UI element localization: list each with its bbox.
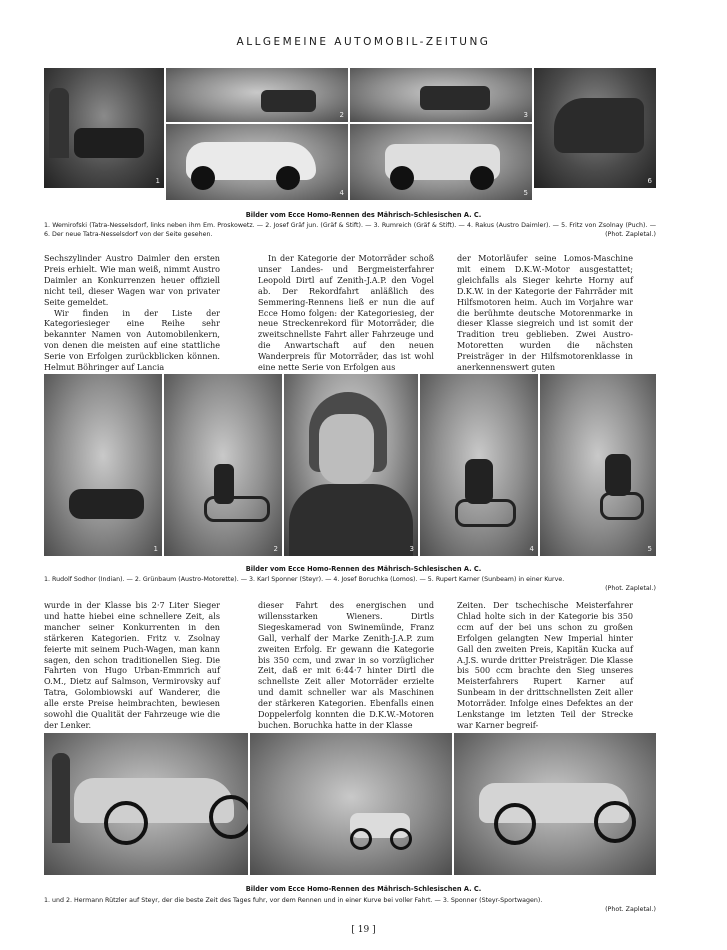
caption-1-text: 1. Wemirofski (Tatra-Nesselsdorf, links neben ihm Em. Proskowetz. — 2. Josef Gräf jun. (Gräf & Stift). — 3. Rumreich (Gräf & Stift). — 4. Rakus (Austro Daimler). — 5. Fritz von Zsolnay (Puch). — 6. Der neue Tatra-Nesselsdorf von der Seite gesehen.: [44, 222, 656, 238]
caption-3: [44, 896, 656, 914]
text-column-6: [457, 600, 633, 731]
photo-ruetzler-curve: [250, 733, 452, 875]
paragraph: der Motorläufer seine Lomos-Maschine mit einem D.K.W.-Motor ausgestattet; gleichfalls als Sieger kehrte Horny auf D.K.W. in der Kategorie der Fahrräder mit Hilfsmotoren heim. Auch im Vorjahre war die berühmte deutsche Motorenmarke in dieser Klasse siegreich und ist somit der Tradition treu geblieben. Zwei Austro-Motoretten wurden die nächsten Preisträger in der Hilfsmotorenklasse in anerkennenswert guten: [457, 253, 633, 373]
photo-credit-1: (Phot. Zapletal.): [605, 231, 656, 238]
paragraph: Zeiten. Der tschechische Meisterfahrer Chlad holte sich in der Kategorie bis 350 ccm auf der bei uns schon zu großen Erfolgen gelangten New Imperial hinter Gall den zweiten Preis, Kapitän Kucka auf A.J.S. wurde dritter Preisträger. Die Klasse bis 500 ccm brachte den Sieg unseres Meisterfahrers Rupert Karner auf Sunbeam in der drittschnellsten Zeit aller Motorräder. Infolge eines Defektes an der Lenkstange im letzten Teil der Strecke war Karner begreif-: [457, 600, 633, 730]
photo-gruenbaum: 2: [164, 374, 282, 556]
caption-title-2: Bilder vom Ecce Homo-Rennen des Mährisch-Schlesischen A. C.: [245, 565, 482, 573]
photo-rakus: 4: [166, 124, 348, 200]
photo-graef-jun: 2: [166, 68, 348, 122]
text-column-2: [258, 253, 434, 373]
paragraph: In der Kategorie der Motorräder schoß unser Landes- und Bergmeisterfahrer Leopold Dirtl auf Zenith-J.A.P. den Vogel ab. Der Rekordfahrt anläßlich des Semmering-Rennens ließ er nun die auf Ecce Homo folgen: der Kategoriesieg, der neue Streckenrekord für Motorräder, die zweitschnellste Fahrt aller Fahrzeuge und die Anwartschaft auf den neuen Wanderpreis für Motorräder, das ist wohl eine nette Serie von Erfolgen aus: [258, 253, 434, 373]
photo-tatra-side: 6: [534, 68, 656, 188]
text-column-3: [457, 253, 633, 373]
photo-ruetzler-before-race: [44, 733, 248, 875]
paragraph: Wir finden in der Liste der Kategoriesieger eine Reihe sehr bekannter Namen von Automobilenkern, von denen die meisten auf eine stattliche Serie von Erfolgen zurückblicken können. Helmut Böhringer auf Lancia: [44, 307, 220, 373]
caption-3-text: 1. und 2. Hermann Rützler auf Steyr, der die beste Zeit des Tages fuhr, vor dem Rennen und in einer Kurve bei voller Fahrt. — 3. Sponner (Steyr-Sportwagen).: [44, 897, 543, 904]
photo-credit-2: (Phot. Zapletal.): [605, 585, 656, 592]
photo-sodhor: 1: [44, 374, 162, 556]
caption-title-1: Bilder vom Ecce Homo-Rennen des Mährisch-Schlesischen A. C.: [245, 211, 482, 219]
text-column-5: [258, 600, 434, 731]
text-column-1: [44, 253, 220, 373]
paragraph: dieser Fahrt des energischen und willensstarken Wieners. Dirtls Siegeskamerad von Swinemünde, Franz Gall, verhalf der Marke Zenith-J.A.P. zum zweiten Erfolg. Er gewann die Kategorie bis 350 ccm, und zwar in so vorzüglicher Zeit, daß er mit 6:44·7 hinter Dirtl die schnellste Zeit aller Motorräder erzielte und damit schneller war als Maschinen der stärkeren Kategorien. Ebenfalls einen Doppelerfolg konnten die D.K.W.-Motoren buchen. Boruchka hatte in der Klasse: [258, 600, 434, 730]
caption-1: [44, 221, 656, 239]
paragraph: wurde in der Klasse bis 2·7 Liter Sieger und hatte hiebei eine schnellere Zeit, als mancher seiner Konkurrenten in den stärkeren Kategorien. Fritz v. Zsolnay feierte mit seinem Puch-Wagen, man kann sagen, den schon traditionellen Sieg. Die Fahrten von Hugo Urban-Emmrich auf O.M., Dietz auf Salmson, Vermirovsky auf Tatra, Golombiowski auf Wanderer, die alle erste Preise heimbrachten, bewiesen sowohl die Qualität der Fahrzeuge wie die der Lenker.: [44, 600, 220, 730]
paragraph: Sechszylinder Austro Daimler den ersten Preis erhielt. Wie man weiß, nimmt Austro Daimler an Konkurrenzen heuer offiziell nicht teil, dieser Wagen war von privater Seite gemeldet.: [44, 253, 220, 307]
photo-boruchka: 4: [420, 374, 538, 556]
caption-2-text: 1. Rudolf Sodhor (Indian). — 2. Grünbaum (Austro-Motorette). — 3. Karl Sponner (Steyr). — 4. Josef Boruchka (Lomos). — 5. Rupert Karner (Sunbeam) in einer Kurve.: [44, 576, 565, 583]
photo-zsolnay: 5: [350, 124, 532, 200]
running-header: ALLGEMEINE AUTOMOBIL-ZEITUNG: [236, 36, 491, 48]
page-number: [ 19 ]: [351, 925, 376, 935]
text-column-4: [44, 600, 220, 731]
photo-credit-3: (Phot. Zapletal.): [605, 906, 656, 913]
photo-sponner-sportwagen: [454, 733, 656, 875]
caption-2: [44, 575, 656, 593]
photo-rumreich: 3: [350, 68, 532, 122]
photo-wemirofski: 1: [44, 68, 164, 188]
photo-sponner-portrait: 3: [284, 374, 418, 556]
photo-karner: 5: [540, 374, 656, 556]
caption-title-3: Bilder vom Ecce Homo-Rennen des Mährisch-Schlesischen A. C.: [245, 885, 482, 893]
